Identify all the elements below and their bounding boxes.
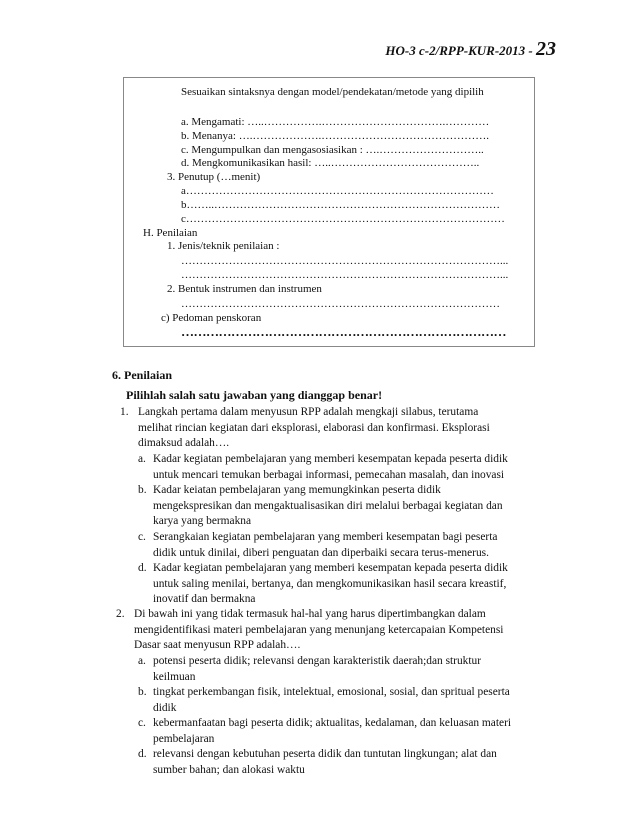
header-separator: - bbox=[525, 43, 536, 58]
option-line: mengekspresikan dan mengaktualisasikan diri melalui berbagai kegiatan dan bbox=[153, 499, 503, 512]
jenis-line-1: ……………………………………………………………………………... bbox=[181, 255, 509, 267]
document-code: HO-3 c-2/RPP-KUR-2013 bbox=[385, 43, 526, 58]
option-line: inovatif dan bermakna bbox=[153, 593, 256, 606]
step-menanya: b. Menanya: ….……………….………………………………………. bbox=[181, 130, 489, 142]
option-line: Kadar kegiatan pembelajaran yang memberi kesempatan kepada peserta didik bbox=[153, 453, 508, 465]
pedoman-line: …………………………………………………………………… bbox=[181, 324, 506, 339]
option-letter: d. bbox=[138, 562, 147, 574]
step-mengkomunikasikan: d. Mengkomunikasikan hasil: …..………………………………….. bbox=[181, 157, 480, 169]
question-stem bbox=[138, 405, 530, 452]
stem-line: Dasar saat menyusun RPP adalah…. bbox=[134, 639, 301, 652]
answer-option bbox=[153, 654, 530, 685]
option-letter: b. bbox=[138, 484, 147, 496]
question-number: 2. bbox=[116, 608, 125, 620]
option-line: keilmuan bbox=[153, 670, 196, 683]
jenis-line-2: ……………………………………………………………………………... bbox=[181, 269, 509, 281]
option-line: sumber bahan; dan alokasi waktu bbox=[153, 763, 305, 776]
answer-option bbox=[153, 530, 530, 561]
option-line: didik untuk dinilai, diberi penguatan dan diperbaiki secara terus-menerus. bbox=[153, 546, 489, 559]
penutup-line-b: b……..…………………………………………………………………… bbox=[181, 199, 500, 211]
option-line: relevansi dengan kebutuhan peserta didik dan tuntutan lingkungan; alat dan bbox=[153, 748, 497, 760]
answer-option bbox=[153, 452, 530, 483]
question-number: 1. bbox=[120, 406, 129, 418]
option-letter: d. bbox=[138, 748, 147, 760]
option-line: kebermanfaatan bagi peserta didik; aktualitas, kedalaman, dan keluasan materi bbox=[153, 717, 512, 729]
option-line: Kadar keiatan pembelajaran yang memungkinkan peserta didik bbox=[153, 484, 441, 496]
syntax-note: Sesuaikan sintaksnya dengan model/pendekatan/metode yang dipilih bbox=[181, 86, 484, 98]
answer-option bbox=[153, 747, 530, 778]
penutup-line-c: c…………………………………………………………………………… bbox=[181, 213, 505, 225]
stem-line: Di bawah ini yang tidak termasuk hal-hal yang harus dipertimbangkan dalam bbox=[134, 608, 486, 620]
stem-line: mengidentifikasi materi pembelajaran yang menunjang ketercapaian Kompetensi bbox=[134, 623, 504, 636]
option-line: Kadar kegiatan pembelajaran yang memberi kesempatan kepada peserta didik bbox=[153, 562, 508, 574]
penilaian-heading: H. Penilaian bbox=[143, 227, 198, 239]
penutup-line-a: a………………………………………………………………………… bbox=[181, 185, 494, 197]
step-mengamati: a. Mengamati: …..…………….…………………………….………… bbox=[181, 116, 490, 128]
penutup-heading: 3. Penutup (…menit) bbox=[167, 171, 261, 183]
section-heading: 6. Penilaian bbox=[112, 368, 173, 382]
answer-option bbox=[153, 716, 530, 747]
page-number: 23 bbox=[536, 38, 556, 60]
option-letter: c. bbox=[138, 717, 146, 729]
bentuk-instrumen: 2. Bentuk instrumen dan instrumen bbox=[167, 283, 322, 295]
bentuk-line: …………………………………………………………………………… bbox=[181, 298, 500, 310]
option-line: untuk mencari temukan berbagai informasi, pemecahan masalah, dan inovasi bbox=[153, 468, 505, 481]
option-line: Serangkaian kegiatan pembelajaran yang memberi kesempatan bagi peserta bbox=[153, 531, 498, 543]
option-line: karya yang bermakna bbox=[153, 515, 252, 528]
option-line: potensi peserta didik; relevansi dengan karakteristik daerah;dan struktur bbox=[153, 655, 482, 667]
page-header bbox=[385, 38, 556, 61]
answer-option bbox=[153, 483, 530, 530]
option-letter: b. bbox=[138, 686, 147, 698]
option-line: untuk saling menilai, bertanya, dan mengkomunikasikan hasil secara kreastif, bbox=[153, 577, 507, 590]
instruction: Pilihlah salah satu jawaban yang dianggap benar! bbox=[126, 388, 383, 402]
question-stem bbox=[134, 607, 530, 654]
answer-option bbox=[153, 685, 530, 716]
stem-line: melihat rincian kegiatan dari eksplorasi, elaborasi dan konfirmasi. Eksplorasi bbox=[138, 421, 490, 434]
stem-line: dimaksud adalah…. bbox=[138, 437, 230, 450]
step-mengumpulkan: c. Mengumpulkan dan mengasosiasikan : ….……………………….. bbox=[181, 144, 484, 156]
answer-option bbox=[153, 561, 530, 608]
option-letter: a. bbox=[138, 655, 146, 667]
option-line: pembelajaran bbox=[153, 732, 215, 745]
option-letter: a. bbox=[138, 453, 146, 465]
jenis-penilaian: 1. Jenis/teknik penilaian : bbox=[167, 240, 280, 252]
option-line: didik bbox=[153, 701, 177, 714]
pedoman-penskoran: c) Pedoman penskoran bbox=[161, 312, 262, 324]
option-letter: c. bbox=[138, 531, 146, 543]
stem-line: Langkah pertama dalam menyusun RPP adalah mengkaji silabus, terutama bbox=[138, 406, 479, 418]
option-line: tingkat perkembangan fisik, intelektual, emosional, sosial, dan spritual peserta bbox=[153, 686, 510, 698]
